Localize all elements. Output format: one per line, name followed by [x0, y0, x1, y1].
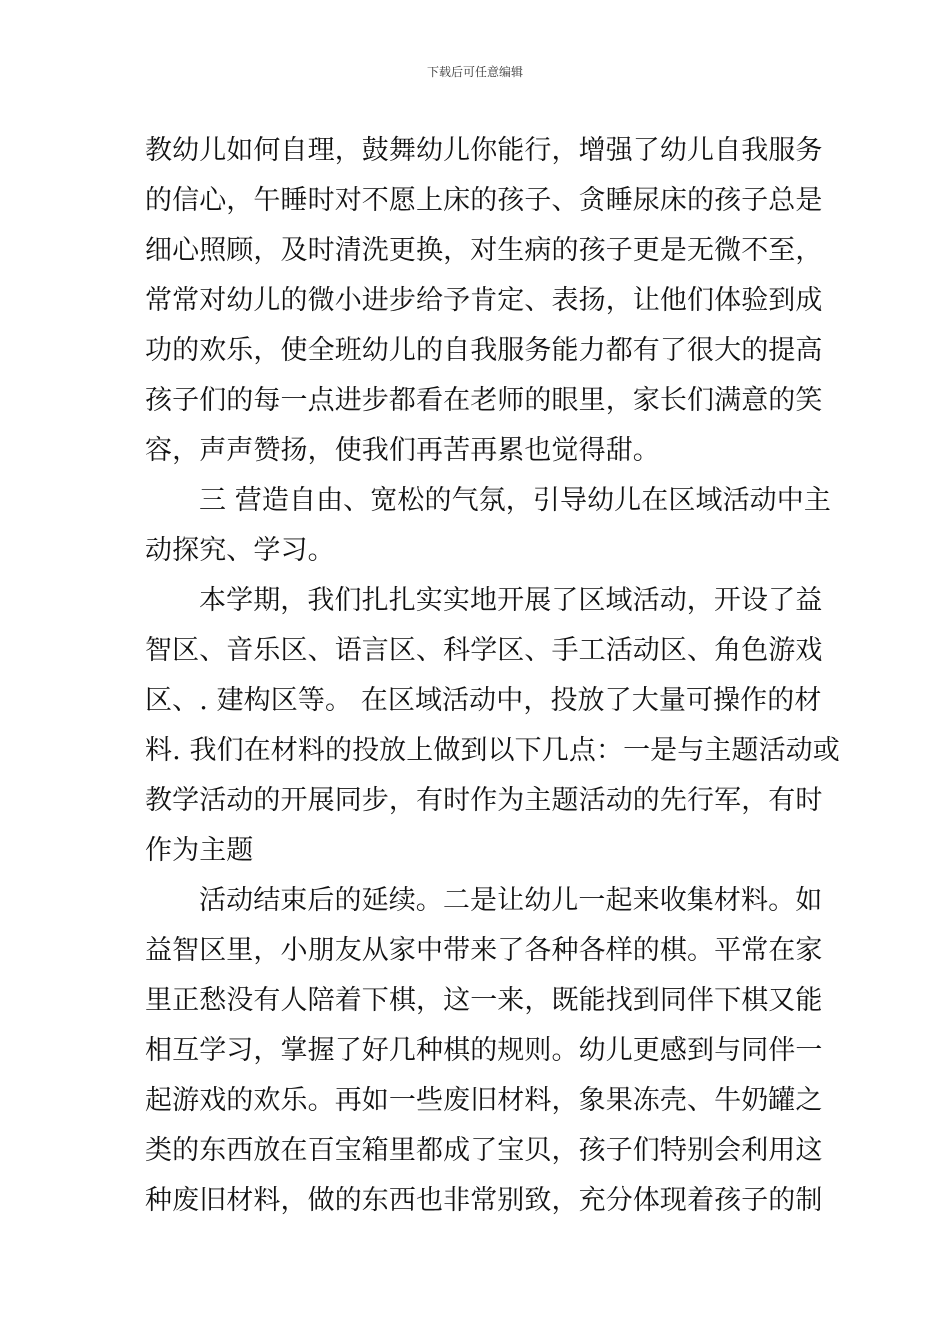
text-line: 起游戏的欢乐。再如一些废旧材料，象果冻壳、牛奶罐之	[145, 1085, 823, 1116]
document-body	[145, 126, 840, 1226]
text-line: 孩子们的每一点进步都看在老师的眼里，家长们满意的笑	[145, 385, 823, 416]
paragraph-start-line: 活动结束后的延续。二是让幼儿一起来收集材料。如	[199, 885, 823, 916]
text-line: 智区、音乐区、语言区、科学区、手工活动区、角色游戏	[145, 635, 823, 666]
text-line: 作为主题	[145, 835, 254, 866]
text-line: 容，声声赞扬，使我们再苦再累也觉得甜。	[145, 435, 660, 466]
page-header: 下载后可任意编辑	[426, 65, 523, 79]
section-heading-line: 动探究、学习。	[145, 535, 335, 566]
text-line: 料. 我们在材料的投放上做到以下几点：一是与主题活动或	[145, 735, 840, 766]
text-line: 区、. 建构区等。 在区域活动中，投放了大量可操作的材	[145, 685, 822, 716]
text-line: 功的欢乐，使全班幼儿的自我服务能力都有了很大的提高	[145, 335, 823, 366]
section-heading-line: 三 营造自由、宽松的气氛，引导幼儿在区域活动中主	[199, 485, 831, 516]
text-line: 常常对幼儿的微小进步给予肯定、表扬，让他们体验到成	[145, 285, 823, 316]
text-line: 里正愁没有人陪着下棋，这一来，既能找到同伴下棋又能	[145, 985, 823, 1016]
text-line: 的信心，午睡时对不愿上床的孩子、贪睡尿床的孩子总是	[145, 185, 823, 216]
text-line: 种废旧材料，做的东西也非常别致，充分体现着孩子的制	[145, 1185, 823, 1216]
text-line: 教学活动的开展同步，有时作为主题活动的先行军，有时	[145, 785, 823, 816]
paragraph-start-line: 本学期，我们扎扎实实地开展了区域活动，开设了益	[199, 585, 823, 616]
text-line: 相互学习，掌握了好几种棋的规则。幼儿更感到与同伴一	[145, 1035, 823, 1066]
text-line: 类的东西放在百宝箱里都成了宝贝，孩子们特别会利用这	[145, 1135, 823, 1166]
text-line: 教幼儿如何自理，鼓舞幼儿你能行，增强了幼儿自我服务	[145, 135, 823, 166]
text-line: 细心照顾，及时清洗更换，对生病的孩子更是无微不至，	[145, 235, 823, 266]
text-line: 益智区里，小朋友从家中带来了各种各样的棋。平常在家	[145, 935, 823, 966]
